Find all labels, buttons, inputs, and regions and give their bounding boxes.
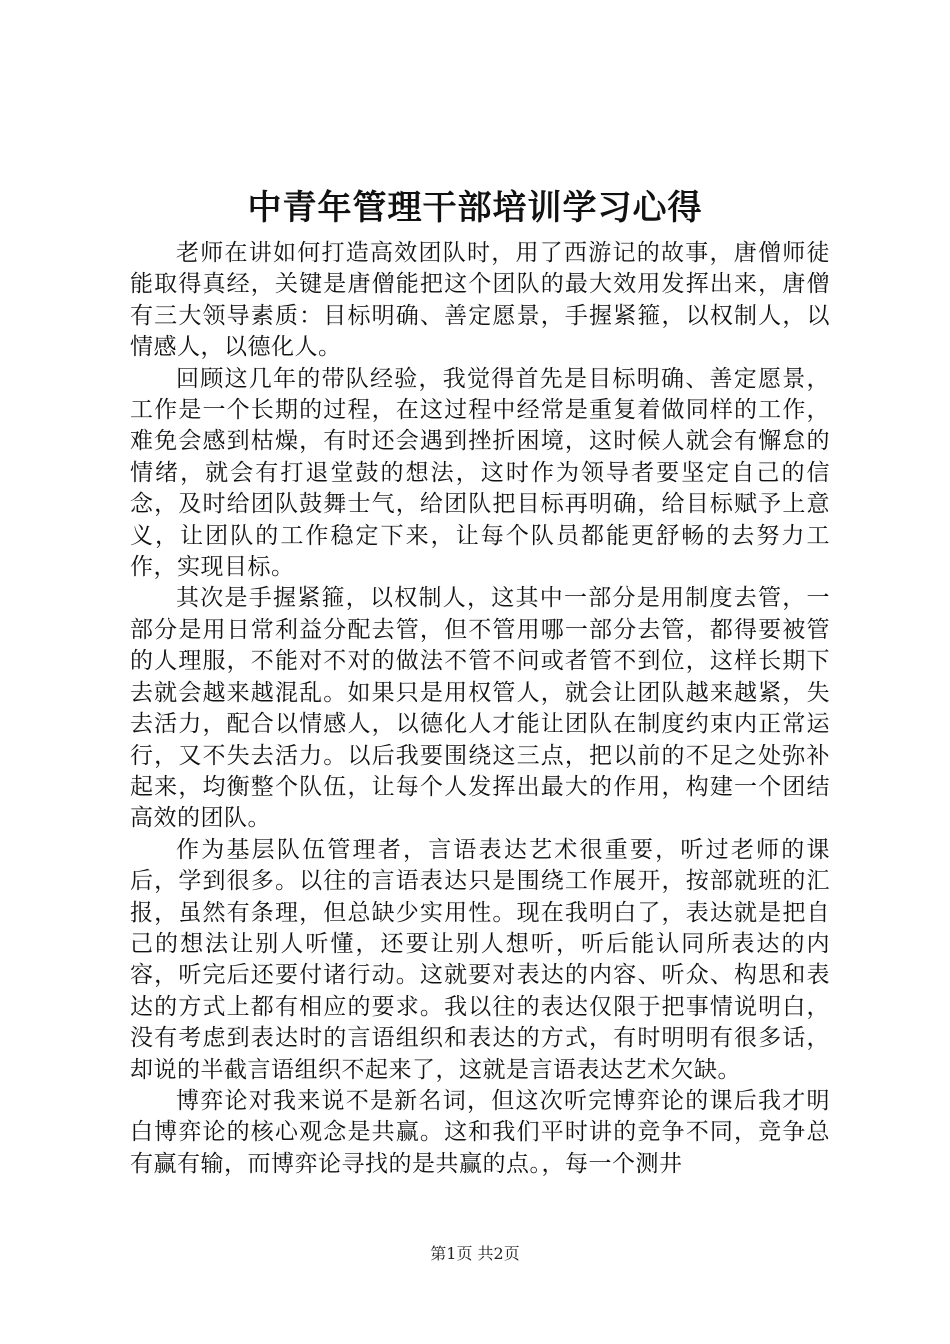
paragraph: 老师在讲如何打造高效团队时，用了西游记的故事，唐僧师徒能取得真经，关键是唐僧能把这个团队的最大效用发挥出来，唐僧有三大领导素质：目标明确、善定愿景，手握紧箍，以权制人，以情感人，以德化人。	[130, 240, 830, 361]
paragraph: 其次是手握紧箍，以权制人，这其中一部分是用制度去管，一部分是用日常利益分配去管，但不管用哪一部分去管，都得要被管的人理服，不能对不对的做法不管不问或者管不到位，这样长期下去就会越来越混乱。如果只是用权管人，就会让团队越来越紧，失去活力，配合以情感人，以德化人才能让团队在制度约束内正常运行，又不失去活力。以后我要围绕这三点，把以前的不足之处弥补起来，均衡整个队伍，让每个人发挥出最大的作用，构建一个团结高效的团队。	[130, 585, 830, 832]
paragraph: 博弈论对我来说不是新名词，但这次听完博弈论的课后我才明白博弈论的核心观念是共赢。这和我们平时讲的竞争不同，竞争总有赢有输，而博弈论寻找的是共赢的点。，每一个测井	[130, 1087, 830, 1177]
paragraph: 回顾这几年的带队经验，我觉得首先是目标明确、善定愿景，工作是一个长期的过程，在这过程中经常是重复着做同样的工作，难免会感到枯燥，有时还会遇到挫折困境，这时候人就会有懈怠的情绪，就会有打退堂鼓的想法，这时作为领导者要坚定自己的信念，及时给团队鼓舞士气，给团队把目标再明确，给目标赋予上意义，让团队的工作稳定下来，让每个队员都能更舒畅的去努力工作，实现目标。	[130, 365, 830, 581]
document-body	[130, 238, 830, 1180]
page-footer: 第1页 共2页	[430, 1244, 520, 1263]
document-title: 中青年管理干部培训学习心得	[247, 188, 703, 228]
paragraph: 作为基层队伍管理者，言语表达艺术很重要，听过老师的课后，学到很多。以往的言语表达只是围绕工作展开，按部就班的汇报，虽然有条理，但总缺少实用性。现在我明白了，表达就是把自己的想法让别人听懂，还要让别人想听，听后能认同所表达的内容，听完后还要付诸行动。这就要对表达的内容、听众、构思和表达的方式上都有相应的要求。我以往的表达仅限于把事情说明白，没有考虑到表达时的言语组织和表达的方式，有时明明有很多话，却说的半截言语组织不起来了，这就是言语表达艺术欠缺。	[130, 836, 830, 1083]
